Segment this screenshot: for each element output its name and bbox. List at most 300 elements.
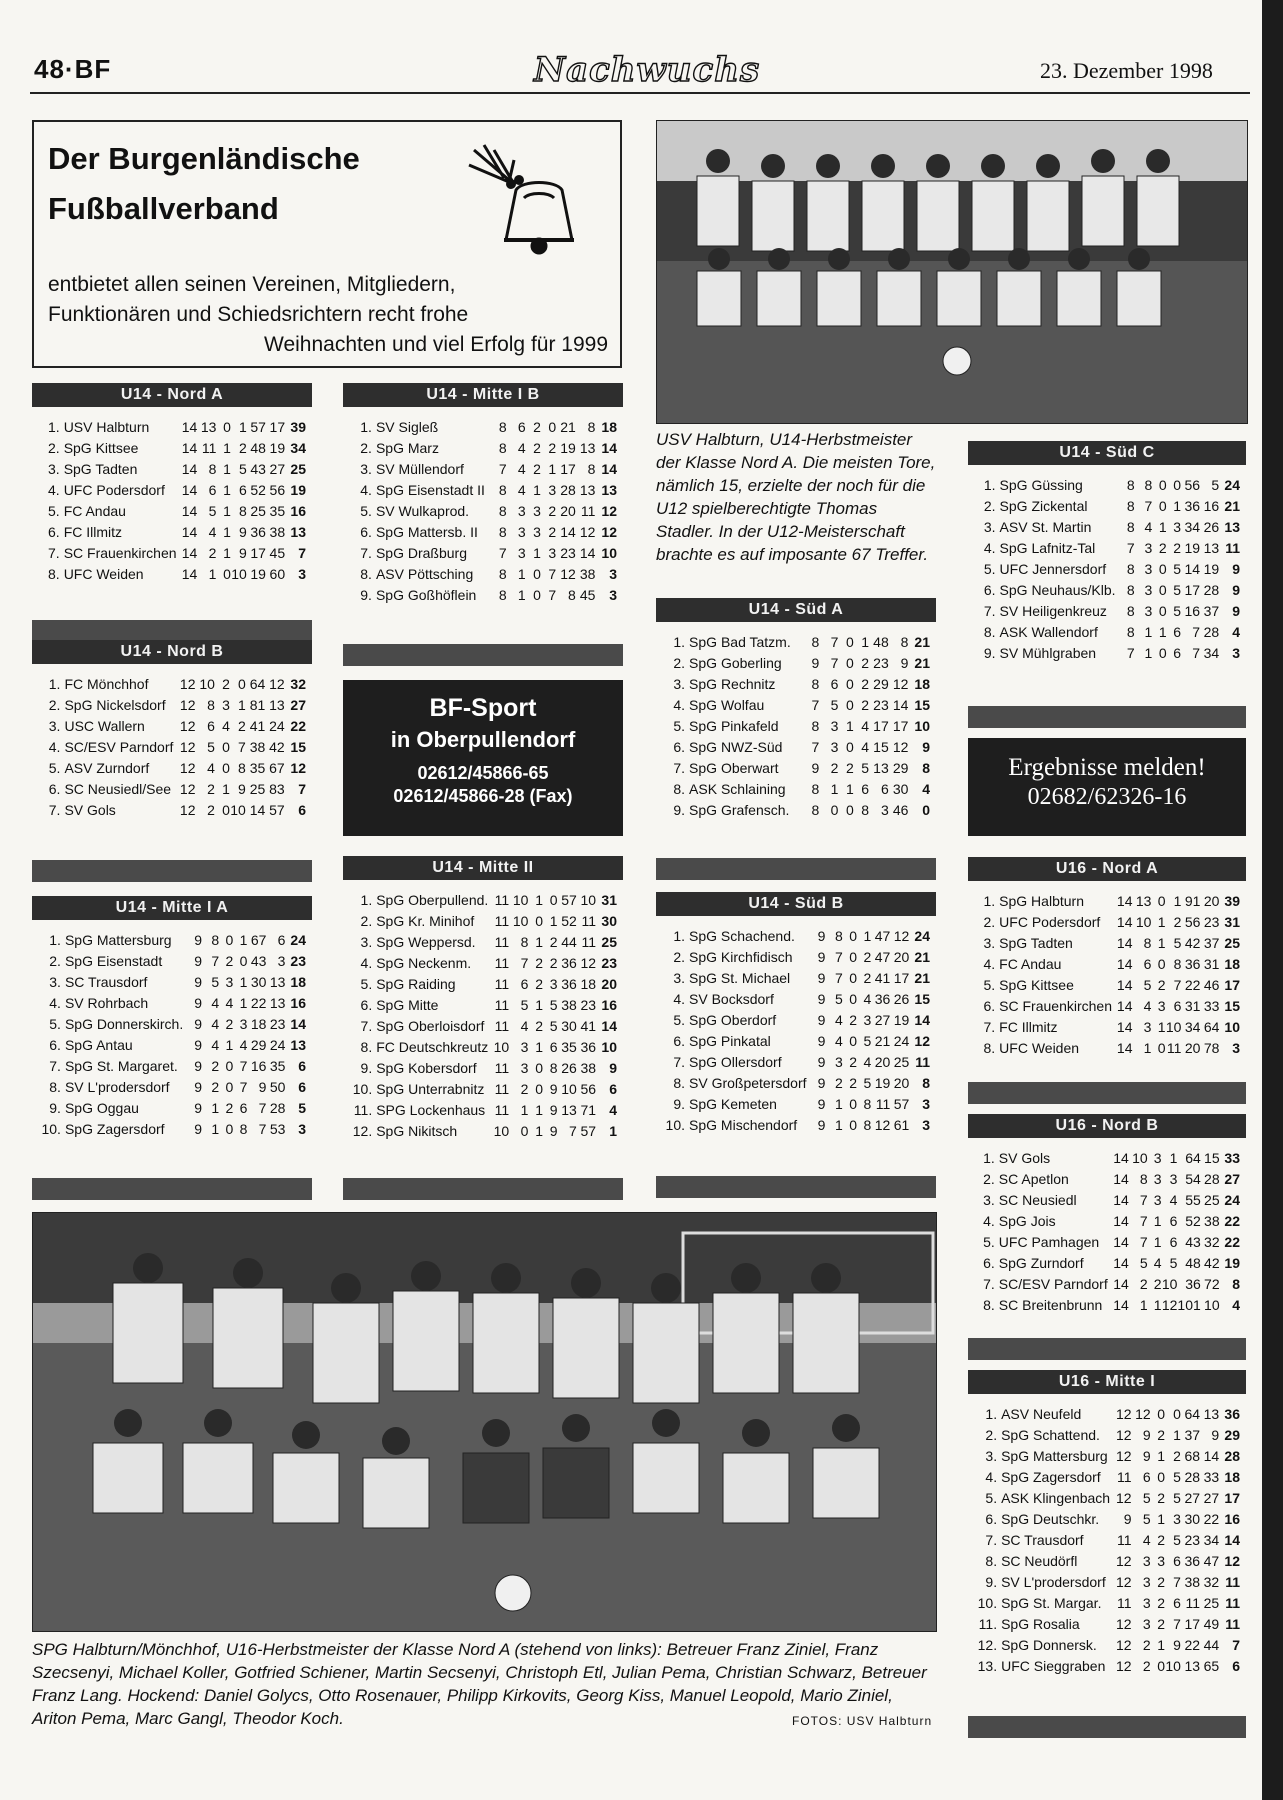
lost-cell: 3 [1169,1171,1178,1187]
rank-cell: 5. [49,1016,61,1032]
won-cell: 8 [520,934,529,950]
standings-table-u14sc [974,475,1240,664]
played-cell: 9 [194,953,202,969]
table-row [38,993,306,1014]
played-cell: 9 [811,655,820,671]
team-cell: UFC Sieggraben [1001,1658,1106,1674]
lost-cell: 2 [863,970,872,986]
standings-table-u14mia [38,930,306,1140]
rank-cell: 8. [673,1075,686,1091]
table-row [349,522,617,543]
goals-against-cell: 18 [580,976,597,992]
goals-against-cell: 12 [892,739,909,755]
drawn-cell: 2 [1157,1532,1166,1548]
standings-table-u16mi [974,1404,1240,1677]
team-cell: SpG Raiding [376,976,456,992]
team-cell: ASV Zurndorf [64,760,150,776]
table-row [662,989,930,1010]
goals-against-cell: 28 [1203,624,1220,640]
goals-against-cell: 44 [1203,1637,1220,1653]
drawn-cell: 1 [222,781,230,797]
won-cell: 11 [201,440,217,456]
played-cell: 9 [817,1117,826,1133]
lost-cell: 7 [239,1079,248,1095]
team-cell: SpG Weppersd. [376,934,476,950]
won-cell: 6 [520,976,529,992]
goals-against-cell: 31 [1203,956,1220,972]
points-cell: 12 [290,760,306,776]
points-cell: 27 [290,697,306,713]
goals-against-cell: 14 [1203,1448,1220,1464]
goals-against-cell: 67 [269,760,285,776]
played-cell: 8 [498,419,507,435]
team-cell: SC Frauenkirchen [999,998,1112,1014]
team-cell: SV Gols [64,802,116,818]
won-cell: 5 [830,697,839,713]
lost-cell: 0 [1173,477,1181,493]
table-row [974,975,1240,996]
goals-for-cell: 7 [1192,624,1201,640]
drawn-cell: 2 [535,976,543,992]
greeting-box [32,120,622,368]
standings-table-u16na [974,891,1240,1059]
table-row [349,1079,617,1100]
played-cell: 10 [493,1039,510,1055]
page-edge-bar [1262,0,1283,1800]
lost-cell: 6 [861,781,870,797]
table-row [38,459,306,480]
lost-cell: 4 [863,1054,872,1070]
team-cell: SpG Zurndorf [998,1255,1084,1271]
goals-against-cell: 27 [269,461,286,477]
photo-caption-u16: SPG Halbturn/Mönchhof, U16-Herbstmeister der Klasse Nord A (stehend von links): Betreuer Franz Ziniel, Franz Szecsenyi, Michael Koller, Gotfried Schiener, Martin Secsenyi, Christoph Etl, Julian Pema, Christian Schwarz, Betreuer Franz Lang. Hockend: Daniel Golycs, Otto Rosenauer, Philipp Kirkovits, Georg Kiss, Manuel Leopold, Mario Ziniel, Ariton Pema, Marc Gangl, Theodor Koch. [32,1640,927,1728]
lost-cell: 2 [238,718,246,734]
goals-for-cell: 36 [1184,498,1201,514]
table-row [974,933,1240,954]
rank-cell: 1. [983,1150,995,1166]
team-cell: SpG Eisenstadt [64,953,163,969]
team-cell: SpG Mitte [376,997,439,1013]
team-cell: SpG Güssing [999,477,1083,493]
drawn-cell: 0 [533,566,541,582]
goals-against-cell: 20 [1203,893,1220,909]
goals-against-cell: 8 [900,634,909,650]
team-cell: SpG Mattersburg [1001,1448,1108,1464]
table-row [974,538,1240,559]
drawn-cell: 0 [222,802,230,818]
points-cell: 12 [1224,1553,1240,1569]
won-cell: 5 [208,503,217,519]
goals-for-cell: 6 [880,781,889,797]
goals-against-cell: 32 [1203,1574,1220,1590]
points-cell: 10 [914,718,930,734]
goals-for-cell: 7 [258,1121,267,1137]
drawn-cell: 1 [1158,519,1167,535]
drawn-cell: 2 [535,955,543,971]
drawn-cell: 2 [1157,1574,1166,1590]
lost-cell: 10 [1165,1658,1181,1674]
won-cell: 8 [1139,1171,1148,1187]
goals-for-cell: 22 [250,995,267,1011]
team-photo-u16 [32,1212,937,1632]
won-cell: 1 [835,1096,843,1112]
goals-against-cell: 71 [580,1102,597,1118]
drawn-cell: 0 [533,587,541,603]
won-cell: 7 [1144,498,1153,514]
played-cell: 9 [194,932,202,948]
played-cell: 12 [179,802,196,818]
table-row [38,951,306,972]
drawn-cell: 1 [1158,624,1167,640]
goals-for-cell: 42 [1184,935,1201,951]
lost-cell: 7 [548,587,557,603]
team-cell: SV Sigleß [375,419,439,435]
won-cell: 4 [1143,998,1152,1014]
table-row [349,1058,617,1079]
won-cell: 6 [830,676,839,692]
table-row [662,632,930,653]
lost-cell: 11 [1166,1040,1182,1056]
team-cell: SpG Oberloisdorf [376,1018,485,1034]
rank-cell: 5. [360,976,373,992]
played-cell: 14 [181,524,198,540]
won-cell: 3 [1142,1616,1151,1632]
points-cell: 39 [290,419,306,435]
goals-against-cell: 23 [1203,914,1220,930]
goals-against-cell: 65 [1203,1658,1220,1674]
won-cell: 3 [517,545,526,561]
goals-against-cell: 13 [269,974,286,990]
goals-against-cell: 6 [277,932,286,948]
team-cell: SpG NWZ-Süd [689,739,783,755]
team-cell: SV Großpetersdorf [689,1075,807,1091]
photo-credit: FOTOS: USV Halbturn [792,1714,933,1728]
table-row [38,417,306,438]
goals-for-cell: 7 [258,1100,267,1116]
goals-for-cell: 64 [249,676,266,692]
standings-table-u14na [38,417,306,585]
won-cell: 7 [1139,1213,1148,1229]
won-cell: 4 [517,461,526,477]
lost-cell: 2 [863,949,872,965]
rank-cell: 3. [985,1448,998,1464]
rank-cell: 7. [985,1532,998,1548]
team-cell: SC Trausdorf [1001,1532,1084,1548]
drawn-cell: 1 [223,461,231,477]
table-footer-bar-u14nb [32,860,312,882]
played-cell: 9 [194,1079,202,1095]
rank-cell: 5. [673,718,686,734]
team-cell: SpG Kobersdorf [376,1060,477,1076]
lost-cell: 5 [239,461,247,477]
played-cell: 8 [498,482,507,498]
table-row [38,972,306,993]
won-cell: 5 [207,739,215,755]
issue-date: 23. Dezember 1998 [1040,58,1213,83]
rank-cell: 6. [983,582,996,598]
won-cell: 6 [517,419,526,435]
drawn-cell: 1 [535,1039,543,1055]
played-cell: 8 [811,718,820,734]
won-cell: 0 [520,1123,529,1139]
drawn-cell: 2 [1157,1490,1166,1506]
played-cell: 14 [1116,1040,1133,1056]
goals-for-cell: 35 [249,760,266,776]
drawn-cell: 0 [535,913,543,929]
rank-cell: 2. [673,949,686,965]
goals-for-cell: 54 [1185,1171,1201,1187]
played-cell: 9 [817,991,826,1007]
won-cell: 6 [1142,1469,1151,1485]
goals-for-cell: 38 [1184,1574,1201,1590]
team-cell: SpG Nikitsch [376,1123,458,1139]
won-cell: 9 [1142,1427,1151,1443]
drawn-cell: 0 [1157,1406,1166,1422]
played-cell: 12 [179,718,196,734]
points-cell: 31 [1224,914,1240,930]
points-cell: 11 [1225,1595,1240,1611]
rank-cell: 6. [360,997,373,1013]
rank-cell: 9. [983,645,996,661]
lost-cell: 1 [1173,893,1182,909]
rank-cell: 4. [985,1469,998,1485]
won-cell: 2 [211,1058,220,1074]
lost-cell: 10 [1161,1276,1178,1292]
points-cell: 22 [1224,1234,1240,1250]
team-cell: SpG Wolfau [689,697,765,713]
lost-cell: 3 [1173,519,1181,535]
goals-against-cell: 38 [580,1060,597,1076]
lost-cell: 7 [1173,1574,1181,1590]
points-cell: 23 [290,953,306,969]
goals-against-cell: 46 [1203,977,1220,993]
points-cell: 16 [1224,1511,1240,1527]
team-cell: SV Bocksdorf [689,991,774,1007]
rank-cell: 6. [360,524,372,540]
played-cell: 8 [1126,603,1135,619]
team-cell: SpG Kirchfidisch [689,949,793,965]
won-cell: 5 [1142,1511,1151,1527]
played-cell: 14 [1116,893,1133,909]
lost-cell: 8 [239,1121,248,1137]
lost-cell: 9 [549,1081,558,1097]
lost-cell: 1 [863,928,872,944]
won-cell: 7 [835,970,843,986]
rank-cell: 7. [48,802,61,818]
lost-cell: 5 [549,997,558,1013]
points-cell: 9 [922,739,930,755]
played-cell: 12 [1116,1658,1132,1674]
team-cell: FC Illmitz [999,1019,1058,1035]
goals-for-cell: 47 [874,928,891,944]
rank-cell: 6. [673,739,686,755]
points-cell: 6 [1232,1658,1240,1674]
goals-against-cell: 14 [579,545,596,561]
table-row [349,1100,617,1121]
rank-cell: 4. [983,540,996,556]
table-row [662,968,930,989]
standings-table-u14nb [38,674,306,821]
table-row [974,1572,1240,1593]
promo-bf-line2: in Oberpullendorf [390,727,576,752]
team-cell: ASV St. Martin [999,519,1092,535]
goals-against-cell: 12 [892,676,909,692]
played-cell: 8 [1126,477,1135,493]
table-row [349,890,617,911]
played-cell: 12 [179,676,196,692]
won-cell: 1 [830,781,839,797]
table-row [349,953,617,974]
played-cell: 11 [494,1102,510,1118]
goals-for-cell: 41 [249,718,266,734]
goals-for-cell: 52 [250,482,266,498]
rank-cell: 6. [985,1511,998,1527]
rank-cell: 4. [673,697,686,713]
won-cell: 5 [835,991,843,1007]
lost-cell: 3 [548,482,557,498]
lost-cell: 2 [1173,540,1181,556]
table-row [38,930,306,951]
goals-for-cell: 34 [1184,1019,1201,1035]
team-cell: UFC Podersdorf [999,914,1101,930]
won-cell: 5 [1139,1255,1148,1271]
table-row [974,517,1240,538]
played-cell: 9 [817,928,826,944]
played-cell: 12 [179,739,196,755]
drawn-cell: 1 [1157,1448,1166,1464]
team-cell: SV L'prodersdorf [1001,1574,1106,1590]
goals-against-cell: 83 [269,781,285,797]
points-cell: 21 [914,970,930,986]
played-cell: 8 [1126,561,1135,577]
table-footer-bar-u14mib [343,644,623,666]
goals-against-cell: 45 [269,545,286,561]
drawn-cell: 2 [535,1018,543,1034]
rank-cell: 4. [983,956,996,972]
goals-for-cell: 36 [1184,1553,1201,1569]
won-cell: 4 [835,1012,843,1028]
lost-cell: 6 [1173,1553,1181,1569]
table-row [349,995,617,1016]
points-cell: 18 [601,419,617,435]
drawn-cell: 0 [845,802,854,818]
points-cell: 8 [1232,1276,1240,1292]
lost-cell: 6 [1169,1213,1178,1229]
goals-for-cell: 19 [250,566,266,582]
goals-for-cell: 20 [874,1054,891,1070]
points-cell: 12 [601,524,617,540]
goals-against-cell: 37 [1203,603,1220,619]
played-cell: 14 [181,566,198,582]
goals-for-cell: 19 [1184,540,1201,556]
played-cell: 11 [1117,1469,1132,1485]
won-cell: 2 [520,1081,529,1097]
goals-for-cell: 8 [568,587,576,603]
goals-against-cell: 28 [269,1100,286,1116]
played-cell: 8 [811,781,820,797]
table-row [662,674,930,695]
lost-cell: 12 [1161,1297,1178,1313]
points-cell: 7 [298,781,306,797]
team-cell: SC Apetlon [998,1171,1069,1187]
team-cell: SC/ESV Parndorf [64,739,174,755]
goals-for-cell: 101 [1177,1297,1201,1313]
points-cell: 15 [1224,998,1240,1014]
won-cell: 6 [1143,956,1152,972]
drawn-cell: 1 [223,440,231,456]
table-row [349,459,617,480]
lost-cell: 4 [1169,1192,1178,1208]
lost-cell: 2 [861,655,870,671]
rank-cell: 3. [360,934,373,950]
table-footer-bar-u14mii [343,1178,623,1200]
points-cell: 15 [914,991,930,1007]
table-header-u16nb: U16 - Nord B [968,1114,1246,1138]
lost-cell: 6 [1173,1595,1181,1611]
won-cell: 3 [830,718,839,734]
goals-against-cell: 41 [580,1018,597,1034]
goals-against-cell: 42 [269,739,285,755]
played-cell: 14 [1113,1255,1129,1271]
goals-for-cell: 81 [249,697,266,713]
lost-cell: 3 [548,545,557,561]
team-cell: SpG Grafensch. [689,802,790,818]
points-cell: 15 [914,697,930,713]
points-cell: 39 [1224,893,1240,909]
goals-against-cell: 26 [1203,519,1220,535]
team-cell: FC Andau [63,503,126,519]
goals-for-cell: 15 [873,739,889,755]
played-cell: 8 [498,566,507,582]
points-cell: 17 [1224,1490,1240,1506]
goals-for-cell: 30 [1184,1511,1201,1527]
rank-cell: 9. [985,1574,998,1590]
rank-cell: 9. [673,1096,686,1112]
rank-cell: 8. [983,1297,995,1313]
team-cell: SC Breitenbrunn [998,1297,1103,1313]
goals-for-cell: 17 [1184,1616,1201,1632]
points-cell: 4 [1232,624,1240,640]
rank-cell: 9. [360,587,372,603]
points-cell: 3 [1232,645,1240,661]
lost-cell: 5 [861,760,870,776]
points-cell: 23 [601,955,617,971]
table-row [974,1169,1240,1190]
drawn-cell: 0 [1157,1658,1166,1674]
drawn-cell: 2 [225,1100,234,1116]
won-cell: 3 [1142,1595,1151,1611]
rank-cell: 8. [360,1039,373,1055]
team-cell: SpG St. Michael [689,970,791,986]
played-cell: 8 [498,503,507,519]
table-row [974,1614,1240,1635]
goals-against-cell: 35 [269,503,286,519]
rank-cell: 7. [673,760,686,776]
played-cell: 9 [817,970,826,986]
goals-for-cell: 14 [560,524,576,540]
won-cell: 4 [835,1033,843,1049]
played-cell: 14 [181,461,198,477]
points-cell: 24 [1224,477,1240,493]
points-cell: 0 [922,802,930,818]
lost-cell: 6 [239,482,247,498]
played-cell: 11 [1117,1532,1132,1548]
goals-against-cell: 78 [1203,1040,1220,1056]
won-cell: 2 [1139,1276,1148,1292]
points-cell: 16 [601,997,617,1013]
points-cell: 18 [1224,956,1240,972]
goals-against-cell: 9 [1211,1427,1220,1443]
